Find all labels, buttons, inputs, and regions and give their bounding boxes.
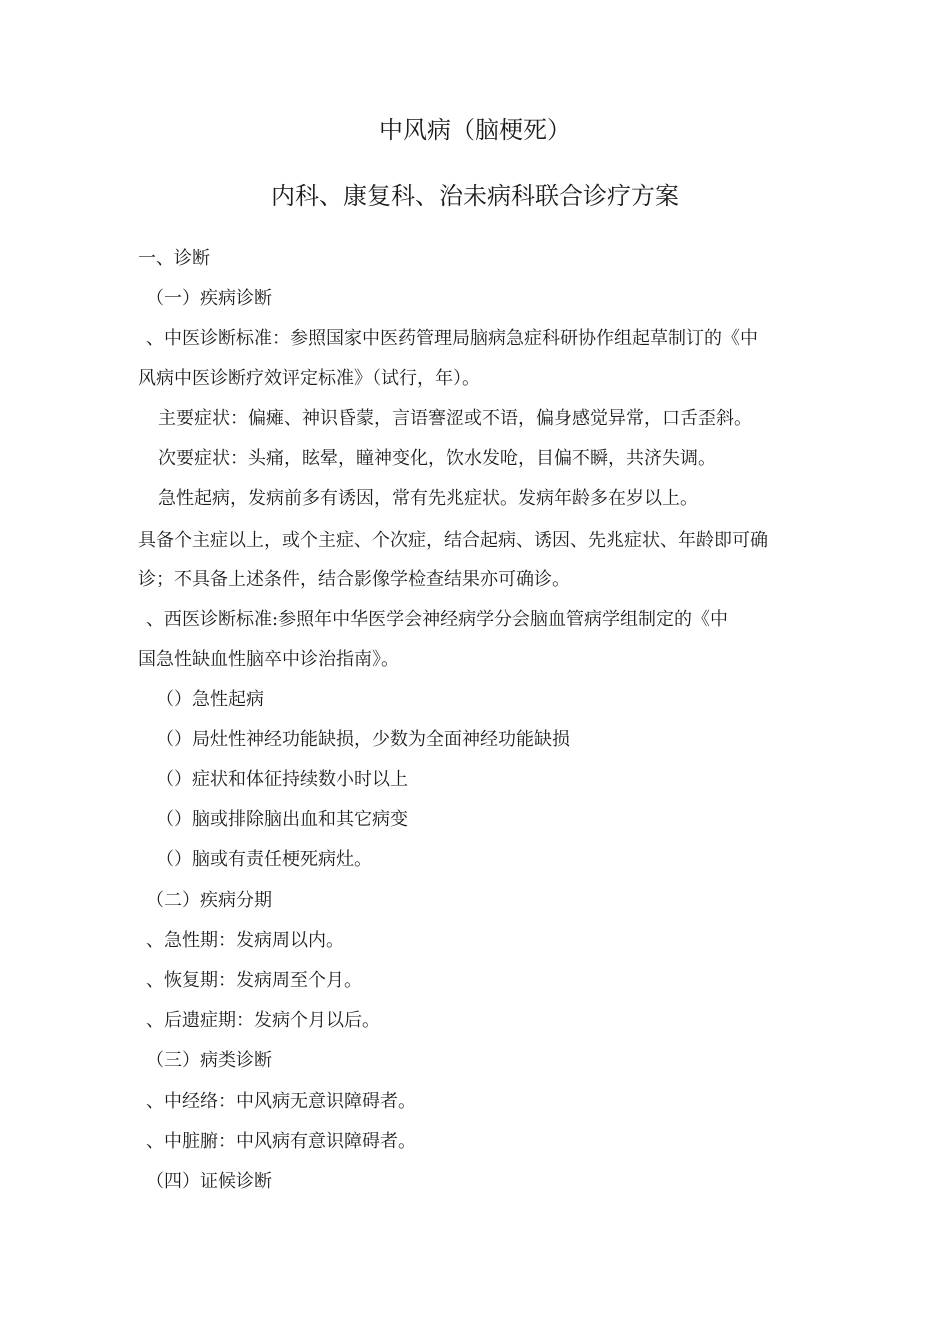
subsection-heading-syndrome-diagnosis: （四）证候诊断: [146, 1171, 272, 1192]
list-item: （）脑或排除脑出血和其它病变: [156, 809, 408, 830]
list-item: 、恢复期：发病周至个月。: [146, 970, 362, 991]
subsection-heading-disease-staging: （二）疾病分期: [146, 890, 272, 911]
list-item: 、中经络：中风病无意识障碍者。: [146, 1091, 416, 1112]
list-item: （）脑或有责任梗死病灶。: [156, 849, 372, 870]
list-item: 、后遗症期：发病个月以后。: [146, 1010, 380, 1031]
document-subtitle: 内科、康复科、治未病科联合诊疗方案: [271, 182, 679, 210]
document-title: 中风病（脑梗死）: [379, 116, 571, 144]
list-item: 、急性期：发病周以内。: [146, 930, 344, 951]
paragraph-line: 具备个主症以上，或个主症、个次症，结合起病、诱因、先兆症状、年龄即可确: [138, 530, 768, 551]
subsection-heading-disease-diagnosis: （一）疾病诊断: [146, 288, 272, 309]
list-item: （）局灶性神经功能缺损，少数为全面神经功能缺损: [156, 729, 570, 750]
paragraph-line: 次要症状：头痛，眩晕，瞳神变化，饮水发呛，目偏不瞬，共济失调。: [158, 448, 716, 469]
paragraph-line: 、中医诊断标准：参照国家中医药管理局脑病急症科研协作组起草制订的《中: [146, 328, 758, 349]
paragraph-line: 诊；不具备上述条件，结合影像学检查结果亦可确诊。: [138, 569, 570, 590]
section-heading-diagnosis: 一、诊断: [138, 248, 210, 269]
subsection-heading-disease-type: （三）病类诊断: [146, 1050, 272, 1071]
list-item: 、中脏腑：中风病有意识障碍者。: [146, 1131, 416, 1152]
paragraph-line: 主要症状：偏瘫、神识昏蒙，言语謇涩或不语，偏身感觉异常，口舌歪斜。: [158, 408, 752, 429]
paragraph-line: 风病中医诊断疗效评定标准》（试行，年）。: [138, 368, 480, 389]
paragraph-line: 、西医诊断标准:参照年中华医学会神经病学分会脑血管病学组制定的《中: [146, 609, 729, 630]
paragraph-line: 急性起病，发病前多有诱因，常有先兆症状。发病年龄多在岁以上。: [158, 488, 698, 509]
list-item: （）症状和体征持续数小时以上: [156, 769, 408, 790]
list-item: （）急性起病: [156, 689, 264, 710]
paragraph-line: 国急性缺血性脑卒中诊治指南》。: [138, 649, 399, 670]
